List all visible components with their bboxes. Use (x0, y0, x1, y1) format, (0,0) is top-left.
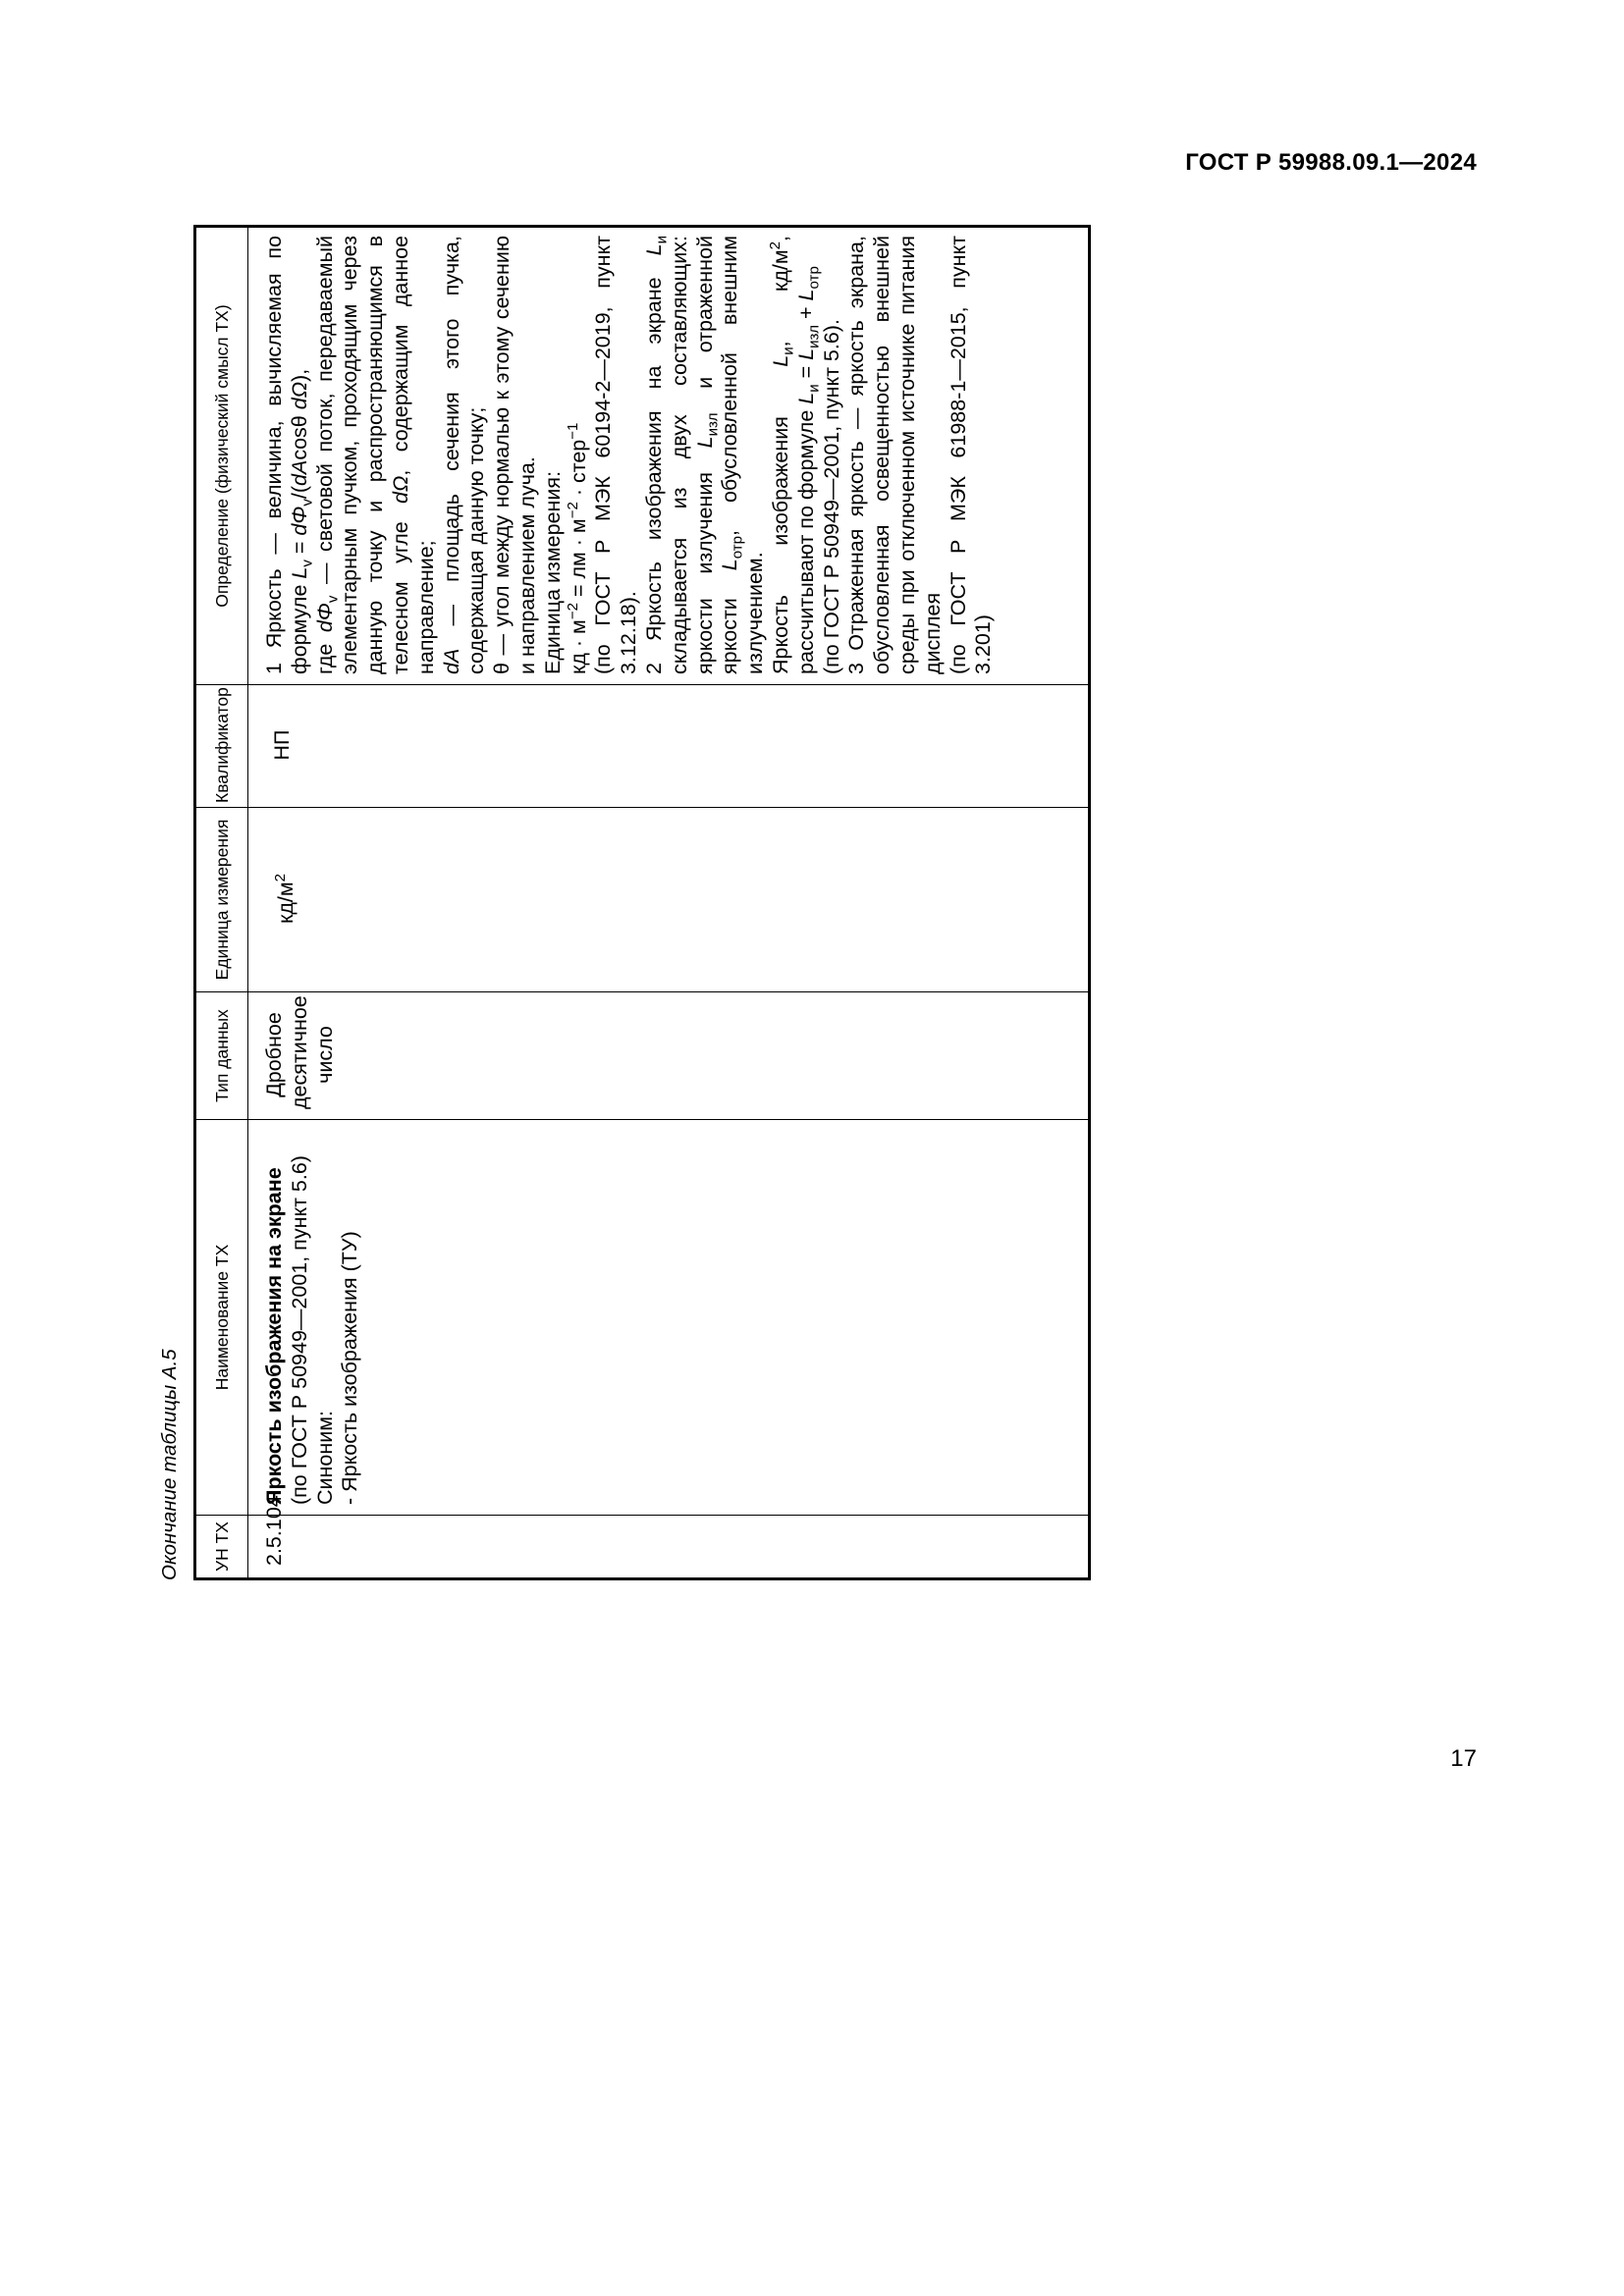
def-note-3: 3 Отраженная яркость — яркость экрана, обусловленная освещенностью внешней среды при отключенном источнике питания дисплея (844, 236, 945, 674)
synonym-label: Синоним: (312, 1410, 337, 1505)
def-da: dA — площадь сечения этого пучка, содержащая данную точку; (439, 236, 489, 674)
col-header-type: Тип данных (195, 992, 248, 1120)
def-theta: θ — угол между нормалью к этому сечению и направлением луча. (490, 236, 539, 674)
cell-unit (248, 808, 1090, 992)
col-header-qualifier: Квалификатор (195, 685, 248, 808)
col-header-name: Наименование ТХ (195, 1120, 248, 1516)
def-ref-1: (по ГОСТ Р МЭК 60194-2—2019, пункт 3.12.18). (591, 236, 641, 674)
def-note-1: 1 Яркость — величина, вычисляемая по формуле $L_v = d\Phi_v/(dAcos\theta$ dΩ), (262, 236, 316, 674)
document-code: ГОСТ Р 59988.09.1—2024 (1185, 149, 1477, 176)
cell-qualifier: НП (248, 685, 1090, 808)
def-where: где $d\Phi_v$ — световой поток, передаваемый элементарным пучком, проходящим через данную точку и распространяющимся в телесном угле dΩ, содержащим данное направление; (312, 236, 438, 674)
col-header-id: УН ТХ (195, 1516, 248, 1579)
col-header-definition: Определение (физический смысл ТХ) (195, 227, 248, 685)
rotated-table-block (147, 228, 1090, 1580)
table-caption: Окончание таблицы А.5 (158, 1349, 181, 1580)
cell-type: Дробное десятичное число (248, 992, 1090, 1120)
cell-definition (248, 227, 1090, 685)
def-note-2: 2 Яркость изображения на экране $L_и$ складывается из двух составляющих: яркости излучения $L_{изл}$ и отраженной яркости $L_{отр}$, обусловленной внешним излучением. (641, 236, 768, 674)
cell-name (248, 1120, 1090, 1516)
term-name: Яркость изображения на экране (262, 1167, 286, 1505)
page-number: 17 (1450, 1745, 1477, 1772)
def-ref-2: (по ГОСТ Р 50949—2001, пункт 5.6). (819, 319, 843, 674)
table-header-row (195, 227, 248, 1579)
unit-base: кд/м (274, 881, 298, 925)
def-ref-3: (по ГОСТ Р МЭК 61988-1—2015, пункт 3.201) (946, 236, 996, 674)
terms-table (193, 225, 1091, 1580)
def-note-2-formula: Яркость изображения $L_и$, $кд/м^2$, рассчитывают по формуле $L_и = L_{изл} + L_{отр}$ (766, 235, 823, 674)
def-unit-formula: кд · $м^{-2}$ = лм · $м^{-2}$ · стер$^{-1}$ (564, 422, 590, 674)
table-row (248, 227, 1090, 1579)
term-source: (по ГОСТ Р 50949—2001, пункт 5.6) (287, 1155, 311, 1505)
col-header-unit: Единица измерения (195, 808, 248, 992)
def-unit-label: Единица измерения: (540, 470, 565, 674)
synonym-item: - Яркость изображения (ТУ) (338, 1231, 362, 1505)
cell-id: 2.5.104 (248, 1516, 1090, 1579)
unit-exponent: 2 (271, 873, 289, 882)
